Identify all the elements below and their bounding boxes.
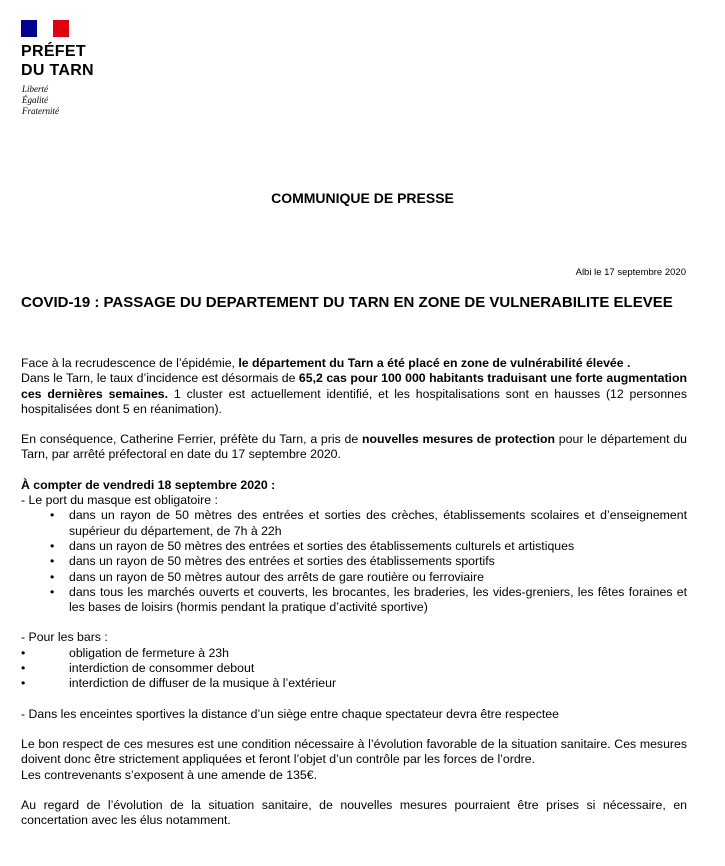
bars-list: [21, 646, 687, 692]
prefecture-logo-title: [21, 42, 94, 80]
p3-bold: nouvelles mesures de protection: [361, 432, 556, 447]
motto-liberte: Liberté: [22, 84, 48, 94]
paragraph-closing: Au regard de l’évolution de la situation sanitaire, de nouvelles mesures pourraient être prises si nécessaire, en concertation avec les élus notamment.: [21, 797, 687, 828]
list-item-text: dans un rayon de 50 mètres des entrées et sorties des établissements culturels et artistiques: [69, 538, 575, 553]
flag-blue-band: [21, 20, 37, 37]
list-item: • dans un rayon de 50 mètres des entrées et sorties des crèches, établissements scolaires et d’enseignement supérieur du département, de 7h à 22h: [50, 508, 687, 538]
list-item-text: obligation de fermeture à 23h: [69, 645, 229, 660]
list-item-text: dans un rayon de 50 mètres autour des arrêts de gare routière ou ferroviaire: [69, 569, 484, 584]
list-item: • obligation de fermeture à 23h: [21, 645, 229, 660]
list-item-text: interdiction de diffuser de la musique à l’extérieur: [69, 676, 337, 691]
list-item: • dans un rayon de 50 mètres des entrées et sorties des établissements sportifs: [50, 554, 495, 569]
main-heading: COVID-19 : PASSAGE DU DEPARTEMENT DU TARN EN ZONE DE VULNERABILITE ELEVEE: [21, 294, 673, 311]
list-item-text: interdiction de consommer debout: [69, 661, 255, 676]
list-item-text: dans un rayon de 50 mètres des entrées et sorties des établissements sportifs: [69, 554, 495, 569]
p3-text-c: pour le département du Tarn, par arrêté préfectoral en date du 17 septembre 2020.: [21, 432, 687, 462]
p2-text-a: Dans le Tarn, le taux d’incidence est désormais de: [21, 371, 299, 386]
paragraph-incidence: [21, 371, 687, 417]
republic-motto: [22, 84, 59, 117]
list-item: • dans un rayon de 50 mètres des entrées et sorties des établissements culturels et artistiques: [50, 538, 575, 553]
logo-line-1: PRÉFET: [21, 43, 86, 60]
p2-text-c: 1 cluster est actuellement identifié, et les hospitalisations sont en hausses (12 personnes hospitalisées dont 5 en réanimation).: [21, 386, 687, 416]
paragraph-measures: [21, 432, 687, 463]
paragraph-respect: Le bon respect de ces mesures est une condition nécessaire à l’évolution favorable de la situation sanitaire. Ces mesures doivent donc être strictement appliquées et feront l’objet d’un contrôle par les forces de l’ordre.: [21, 736, 687, 767]
list-item: • dans un rayon de 50 mètres autour des arrêts de gare routière ou ferroviaire: [50, 569, 484, 584]
motto-fraternite: Fraternité: [22, 106, 59, 116]
flag-red-band: [53, 20, 69, 37]
motto-egalite: Égalité: [22, 95, 48, 105]
paragraph-fine: Les contrevenants s’exposent à une amende de 135€.: [21, 767, 318, 782]
list-item: • interdiction de diffuser de la musique à l’extérieur: [21, 676, 337, 691]
measures-heading-text: À compter de vendredi 18 septembre 2020 :: [21, 477, 276, 492]
mask-list: [21, 508, 687, 615]
flag-white-band: [37, 20, 53, 37]
list-item: • interdiction de consommer debout: [21, 661, 255, 676]
press-release-title: COMMUNIQUE DE PRESSE: [271, 190, 454, 206]
measures-heading: [21, 478, 687, 493]
p2-bold: 65,2 cas pour 100 000 habitants traduisant une forte augmentation ces dernières semaines.: [21, 371, 687, 401]
p3-text-a: En conséquence, Catherine Ferrier, préfète du Tarn, a pris de: [21, 432, 362, 447]
list-item-text: dans un rayon de 50 mètres des entrées et sorties des crèches, établissements scolaires et d’enseignement supérieur du département, de 7h à 22h: [69, 508, 687, 538]
p1-text: Face à la recrudescence de l’épidémie,: [21, 356, 239, 370]
p1-bold: le département du Tarn a été placé en zone de vulnérabilité élevée .: [238, 356, 631, 370]
logo-line-2: DU TARN: [21, 62, 94, 79]
list-item: • dans tous les marchés ouverts et couverts, les brocantes, les braderies, les vides-greniers, les fêtes foraines et les bases de loisirs (hormis pendant la pratique d’activité sportive): [50, 584, 687, 615]
stadium-rule: - Dans les enceintes sportives la distance d’un siège entre chaque spectateur devra être respectee: [21, 706, 559, 721]
document-body: [21, 356, 687, 828]
list-item-text: dans tous les marchés ouverts et couverts, les brocantes, les braderies, les vides-greniers, les fêtes foraines et les bases de loisirs (hormis pendant la pratique d’activité sportive): [69, 584, 687, 615]
mask-intro: - Le port du masque est obligatoire :: [21, 493, 218, 508]
release-date: Albi le 17 septembre 2020: [575, 267, 686, 278]
paragraph-zone: [21, 356, 687, 371]
bars-intro: - Pour les bars :: [21, 630, 108, 645]
french-flag-logo: [21, 20, 69, 37]
